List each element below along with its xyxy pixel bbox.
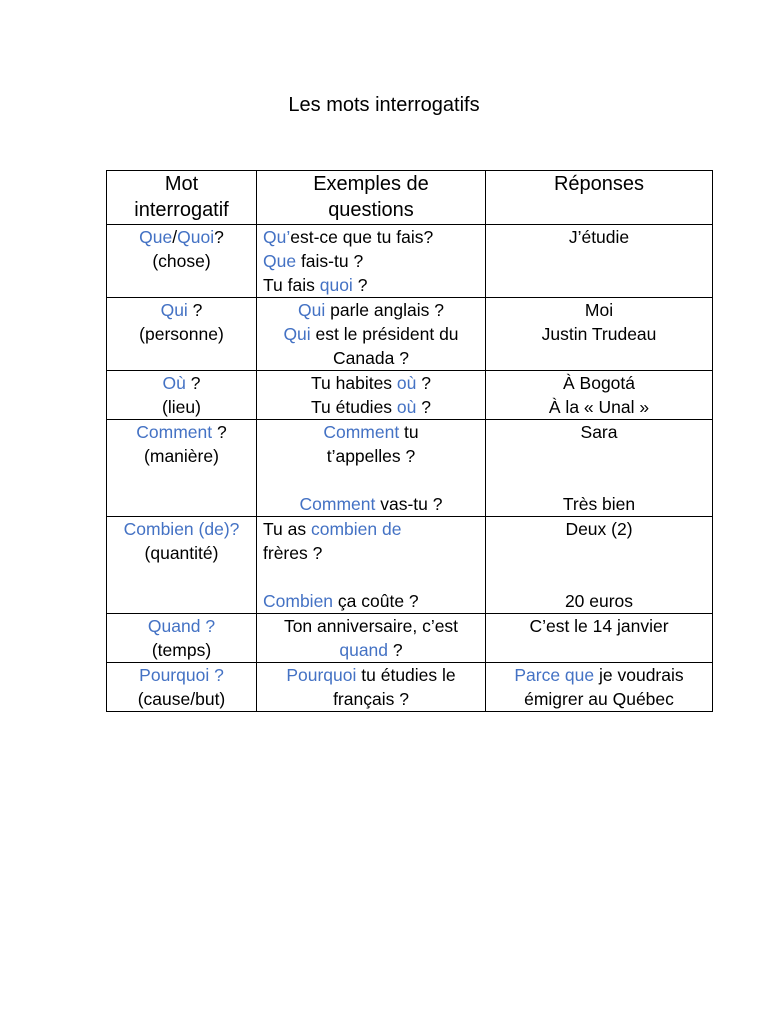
interrogative-word: combien de — [310, 519, 402, 539]
cell-line — [263, 517, 483, 541]
table-row — [107, 663, 713, 712]
cell-line — [109, 663, 254, 687]
header-reponses — [486, 171, 713, 225]
cell-line — [263, 589, 483, 613]
cell-line — [109, 225, 254, 249]
cell-line — [488, 298, 710, 322]
cell-line — [488, 663, 710, 687]
cell-line — [259, 322, 483, 346]
table-body — [107, 225, 713, 712]
table-row — [107, 371, 713, 420]
cell-text: 20 euros — [564, 591, 634, 611]
cell-mot-interrogatif — [107, 298, 257, 371]
header-mot-interrogatif — [107, 171, 257, 225]
table-row — [107, 420, 713, 517]
interrogative-word: où — [396, 373, 417, 393]
interrogative-word: Quoi — [177, 227, 215, 247]
interrogative-word: Que — [263, 251, 297, 271]
cell-line — [109, 322, 254, 346]
cell-text: Tu étudies — [310, 397, 397, 417]
cell-text: Deux (2) — [565, 519, 633, 539]
table-row — [107, 298, 713, 371]
cell-line — [109, 420, 254, 444]
cell-line — [488, 492, 710, 516]
cell-text: frères ? — [263, 543, 323, 563]
cell-reponses — [486, 614, 713, 663]
interrogatives-table — [106, 170, 713, 712]
interrogative-word: Qui — [283, 324, 311, 344]
cell-text: Moi — [584, 300, 614, 320]
cell-text: (lieu) — [162, 397, 201, 417]
cell-text: Très bien — [562, 494, 636, 514]
cell-mot-interrogatif — [107, 663, 257, 712]
interrogative-word: Qu’ — [263, 227, 291, 247]
cell-text: Tu fais — [263, 275, 320, 295]
cell-text: je voudrais — [594, 665, 684, 685]
cell-line — [109, 249, 254, 273]
cell-text: / — [172, 227, 178, 247]
table-header-row — [107, 171, 713, 225]
cell-reponses — [486, 663, 713, 712]
cell-text: (manière) — [144, 446, 219, 466]
cell-exemples — [257, 663, 486, 712]
cell-text: C’est le 14 janvier — [529, 616, 669, 636]
header-exemples — [257, 171, 486, 225]
cell-exemples — [257, 298, 486, 371]
header-text: Mot — [164, 173, 199, 195]
cell-line — [109, 395, 254, 419]
cell-line — [259, 444, 483, 468]
cell-line — [488, 614, 710, 638]
cell-mot-interrogatif — [107, 371, 257, 420]
table-row — [107, 614, 713, 663]
cell-line — [259, 346, 483, 370]
blank-line — [488, 444, 710, 468]
interrogative-word: quoi — [319, 275, 353, 295]
page-title: Les mots interrogatifs — [288, 94, 480, 116]
interrogative-word: Comment — [299, 494, 376, 514]
cell-line — [488, 322, 710, 346]
cell-line — [263, 273, 483, 297]
cell-line — [259, 614, 483, 638]
cell-line — [488, 589, 710, 613]
cell-text: À Bogotá — [563, 373, 635, 393]
header-text: Exemples de — [313, 173, 429, 195]
cell-line — [109, 444, 254, 468]
cell-text: À la « Unal » — [548, 397, 650, 417]
cell-text: Justin Trudeau — [541, 324, 657, 344]
cell-text: ? — [352, 275, 368, 295]
interrogative-word: Qui — [298, 300, 326, 320]
cell-text: ? — [214, 227, 224, 247]
blank-line — [488, 541, 710, 565]
cell-line — [109, 687, 254, 711]
interrogative-word: quand — [339, 640, 389, 660]
cell-reponses — [486, 517, 713, 614]
cell-text: ? — [388, 640, 403, 660]
cell-line — [109, 614, 254, 638]
cell-text: ? — [416, 397, 431, 417]
cell-text: t’appelles ? — [326, 446, 416, 466]
cell-line — [109, 371, 254, 395]
cell-line — [488, 395, 710, 419]
cell-mot-interrogatif — [107, 225, 257, 298]
cell-line — [488, 371, 710, 395]
cell-text: émigrer au Québec — [524, 689, 674, 709]
interrogative-word: Comment — [136, 422, 213, 442]
header-text: questions — [328, 199, 414, 221]
cell-exemples — [257, 517, 486, 614]
cell-text: (personne) — [139, 324, 224, 344]
cell-line — [263, 249, 483, 273]
cell-mot-interrogatif — [107, 517, 257, 614]
cell-mot-interrogatif — [107, 420, 257, 517]
cell-line — [259, 395, 483, 419]
cell-text: tu étudies le — [356, 665, 456, 685]
cell-line — [109, 638, 254, 662]
cell-text: (quantité) — [144, 543, 219, 563]
cell-line — [259, 663, 483, 687]
cell-line — [259, 638, 483, 662]
blank-line — [488, 468, 710, 492]
cell-text: Tu habites — [310, 373, 397, 393]
table-row — [107, 517, 713, 614]
cell-exemples — [257, 420, 486, 517]
cell-line — [259, 492, 483, 516]
cell-text: ? — [185, 373, 201, 393]
cell-text: ? — [187, 300, 203, 320]
cell-reponses — [486, 371, 713, 420]
interrogative-word: Pourquoi — [286, 665, 357, 685]
cell-line — [263, 225, 483, 249]
cell-text: est le président du — [310, 324, 459, 344]
cell-reponses — [486, 298, 713, 371]
cell-text: tu — [399, 422, 419, 442]
cell-text: est-ce que tu fais? — [290, 227, 434, 247]
cell-line — [109, 517, 254, 541]
interrogative-word: où — [396, 397, 417, 417]
header-text: Réponses — [553, 173, 645, 195]
cell-line — [488, 687, 710, 711]
cell-line — [488, 517, 710, 541]
interrogative-word: Où — [162, 373, 186, 393]
cell-text: (chose) — [152, 251, 211, 271]
cell-text: (temps) — [151, 640, 212, 660]
cell-line — [259, 298, 483, 322]
cell-exemples — [257, 225, 486, 298]
cell-line — [259, 371, 483, 395]
interrogative-word: Pourquoi ? — [139, 665, 224, 685]
interrogative-word: Combien (de)? — [123, 519, 240, 539]
cell-text: Sara — [580, 422, 618, 442]
interrogative-word: Quand ? — [147, 616, 216, 636]
interrogative-word: Parce que — [514, 665, 595, 685]
blank-line — [263, 565, 483, 589]
blank-line — [259, 468, 483, 492]
cell-reponses — [486, 225, 713, 298]
cell-mot-interrogatif — [107, 614, 257, 663]
cell-text: français ? — [333, 689, 409, 709]
table-row — [107, 225, 713, 298]
cell-text: ça coûte ? — [333, 591, 419, 611]
interrogative-word: Qui — [160, 300, 188, 320]
cell-text: vas-tu ? — [375, 494, 443, 514]
cell-text: ? — [416, 373, 431, 393]
cell-text: J’étudie — [568, 227, 630, 247]
cell-exemples — [257, 371, 486, 420]
cell-line — [263, 541, 483, 565]
interrogative-word: Combien — [263, 591, 334, 611]
cell-text: (cause/but) — [137, 689, 226, 709]
cell-text: Tu as — [263, 519, 311, 539]
header-text: interrogatif — [134, 199, 229, 221]
cell-line — [109, 541, 254, 565]
cell-line — [259, 420, 483, 444]
cell-text: Canada ? — [333, 348, 409, 368]
cell-line — [488, 225, 710, 249]
cell-text: parle anglais ? — [325, 300, 444, 320]
cell-line — [109, 298, 254, 322]
cell-text: fais-tu ? — [296, 251, 364, 271]
interrogative-word: Comment — [323, 422, 400, 442]
cell-text: Ton anniversaire, c’est — [283, 616, 459, 636]
interrogative-word: Que — [139, 227, 173, 247]
cell-exemples — [257, 614, 486, 663]
blank-line — [488, 565, 710, 589]
cell-line — [259, 687, 483, 711]
cell-text: ? — [212, 422, 227, 442]
cell-reponses — [486, 420, 713, 517]
cell-line — [488, 420, 710, 444]
